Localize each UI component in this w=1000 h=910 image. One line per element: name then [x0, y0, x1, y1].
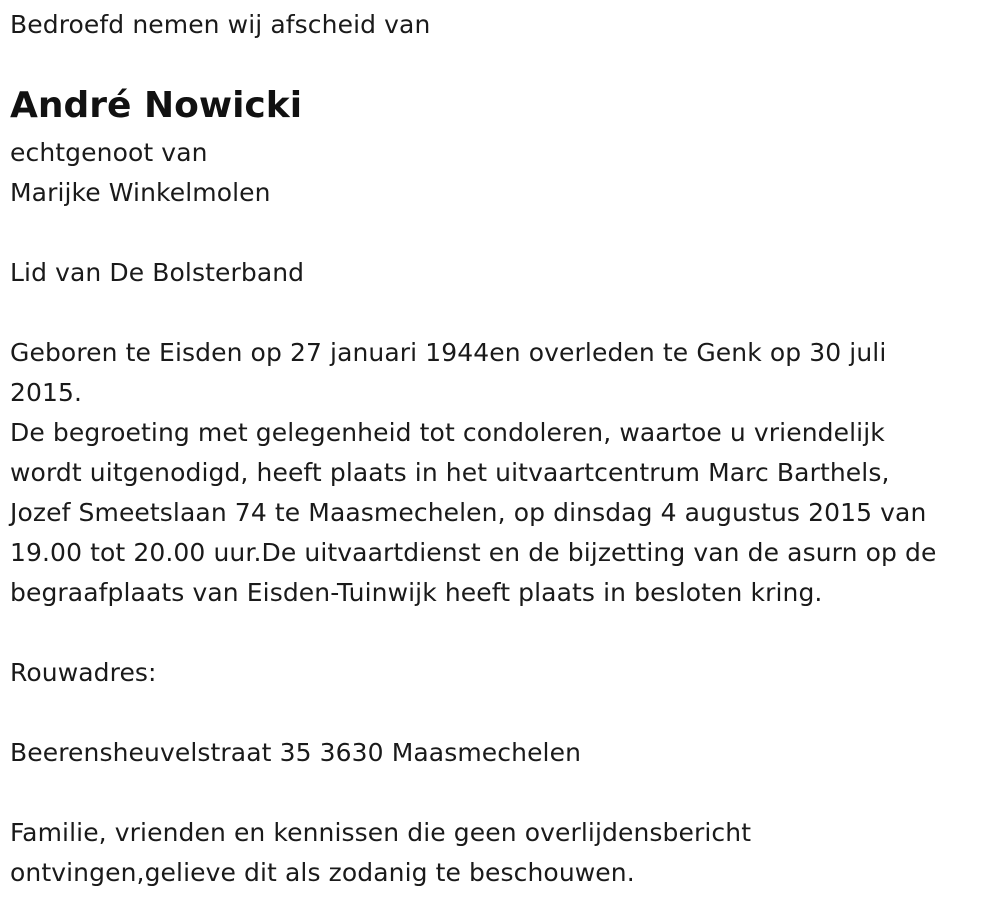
body-paragraph [10, 333, 936, 613]
deceased-name: André Nowicki [10, 85, 303, 126]
address-label: Rouwadres: [10, 658, 157, 687]
body-line: Jozef Smeetslaan 74 te Maasmechelen, op dinsdag 4 augustus 2015 van [10, 498, 927, 527]
closing-line: Familie, vrienden en kennissen die geen overlijdensbericht [10, 818, 752, 847]
spouse-relation: echtgenoot van [10, 138, 208, 167]
closing-line: ontvingen,gelieve dit als zodanig te beschouwen. [10, 858, 635, 887]
membership-text: Lid van De Bolsterband [10, 258, 305, 287]
body-line: 2015. [10, 378, 83, 407]
mourning-address: Beerensheuvelstraat 35 3630 Maasmechelen [10, 738, 582, 767]
body-line: begraafplaats van Eisden-Tuinwijk heeft plaats in besloten kring. [10, 578, 823, 607]
body-line: wordt uitgenodigd, heeft plaats in het uitvaartcentrum Marc Barthels, [10, 458, 890, 487]
body-line: De begroeting met gelegenheid tot condoleren, waartoe u vriendelijk [10, 418, 885, 447]
closing-paragraph [10, 813, 751, 893]
spouse-name: Marijke Winkelmolen [10, 178, 271, 207]
body-line: 19.00 tot 20.00 uur.De uitvaartdienst en de bijzetting van de asurn op de [10, 538, 937, 567]
body-line: Geboren te Eisden op 27 januari 1944en overleden te Genk op 30 juli [10, 338, 887, 367]
intro-text: Bedroefd nemen wij afscheid van [10, 10, 431, 39]
